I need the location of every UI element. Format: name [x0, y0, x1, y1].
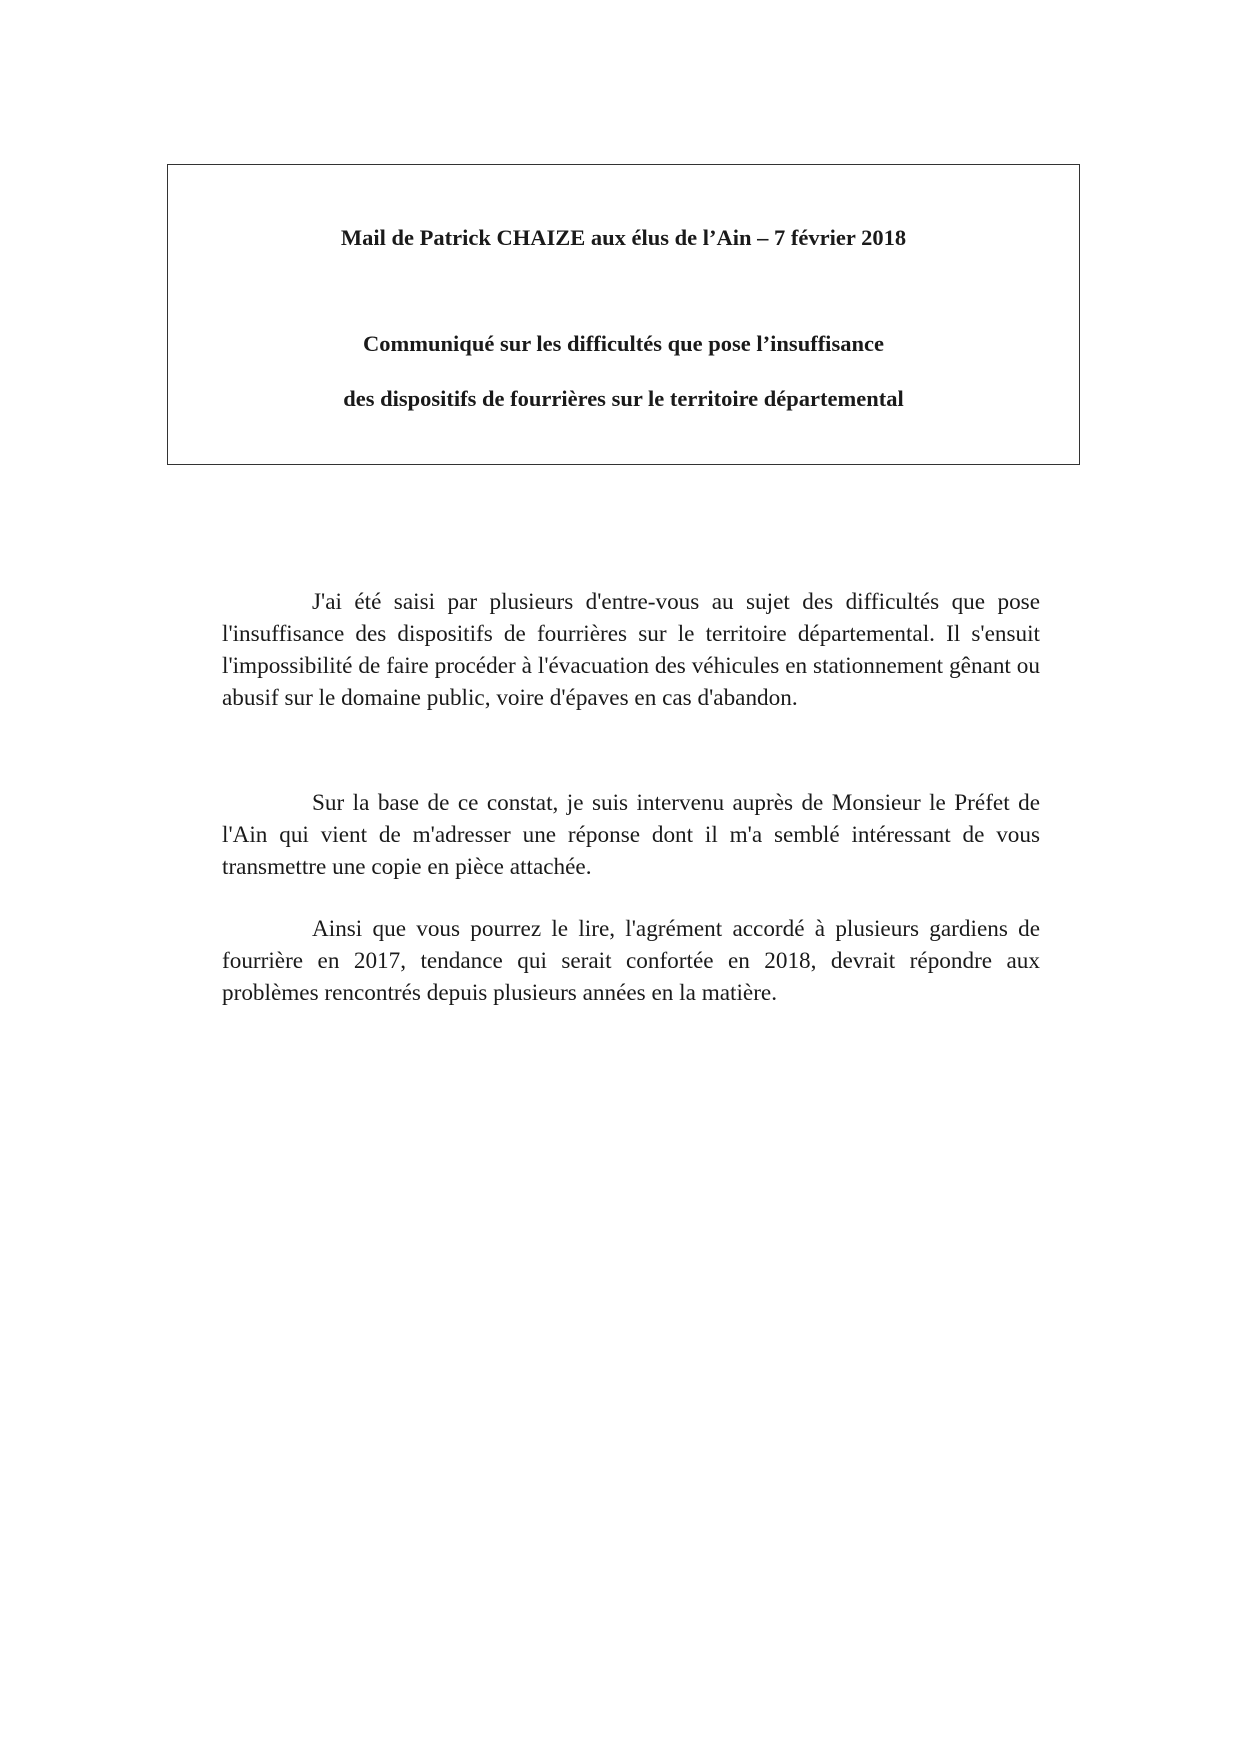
communique-subtitle-line-2: des dispositifs de fourrières sur le territoire départemental — [343, 386, 904, 411]
body-paragraph-3-text: Ainsi que vous pourrez le lire, l'agrément accordé à plusieurs gardiens de fourrière en 2017, tendance qui serait confortée en 2018, devrait répondre aux problèmes rencontrés depuis plusieurs années en la matière. — [222, 916, 1040, 1006]
body-paragraph-1 — [222, 586, 1040, 714]
body-paragraph-2 — [222, 787, 1040, 883]
body-paragraph-2-text: Sur la base de ce constat, je suis intervenu auprès de Monsieur le Préfet de l'Ain qui vient de m'adresser une réponse dont il m'a semblé intéressant de vous transmettre une copie en pièce attachée. — [222, 790, 1040, 880]
header-box — [167, 164, 1080, 465]
document-title: Mail de Patrick CHAIZE aux élus de l’Ain – 7 février 2018 — [340, 225, 907, 250]
body-paragraph-1-text: J'ai été saisi par plusieurs d'entre-vous au sujet des difficultés que pose l'insuffisance des dispositifs de fourrières sur le territoire départemental. Il s'ensuit l'impossibilité de faire procéder à l'évacuation des véhicules en stationnement gênant ou abusif sur le domaine public, voire d'épaves en cas d'abandon. — [222, 589, 1040, 711]
communique-subtitle-line-1: Communiqué sur les difficultés que pose l’insuffisance — [363, 331, 884, 356]
body-paragraph-3 — [222, 913, 1040, 1009]
